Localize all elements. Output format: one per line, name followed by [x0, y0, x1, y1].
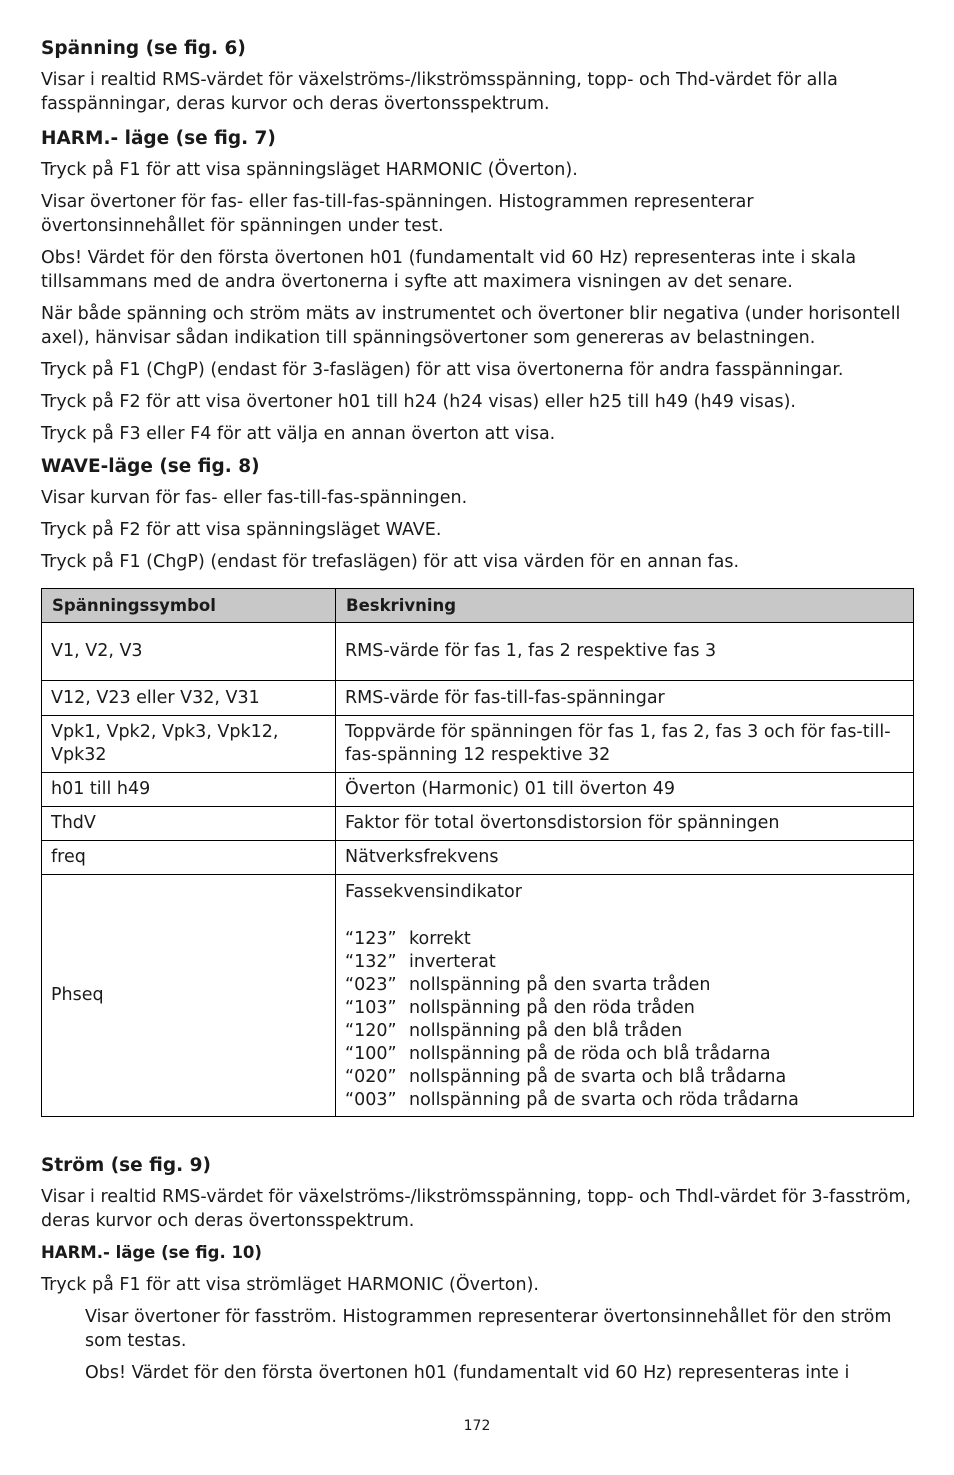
table-cell-symbol: h01 till h49 — [42, 773, 336, 807]
document-page — [41, 36, 916, 1385]
table-cell-description: RMS-värde för fas 1, fas 2 respektive fas 3 — [336, 623, 914, 681]
table-cell-description: Faktor för total övertonsdistorsion för spänningen — [336, 807, 914, 841]
harm-paragraph-1: Tryck på F1 för att visa spänningsläget HARMONIC (Överton). — [41, 160, 578, 180]
table-row — [42, 773, 914, 807]
phseq-code-text: korrekt — [409, 929, 471, 949]
phseq-code-row — [345, 974, 904, 997]
table-row — [42, 716, 914, 773]
table-header-description: Beskrivning — [336, 589, 914, 623]
harm-paragraph-7: Tryck på F3 eller F4 för att välja en annan överton att visa. — [41, 424, 556, 444]
table-row — [42, 841, 914, 875]
section-title-harm: HARM.- läge (se fig. 7) — [41, 128, 276, 149]
phseq-code-row — [345, 928, 904, 951]
phseq-code: “103” — [345, 998, 397, 1018]
harm-paragraph-4: När både spänning och ström mäts av instrumentet och övertoner blir negativa (under horisontell axel), hänvisar sådan indikation till spänningsövertoner som genereras av belastningen. — [41, 304, 901, 348]
table-row — [42, 623, 914, 681]
table-header-row — [42, 589, 914, 623]
phseq-code-text: nollspänning på de röda och blå trådarna — [409, 1044, 771, 1064]
voltage-intro: Visar i realtid RMS-värdet för växelströms-/likströmsspänning, topp- och Thd-värdet för alla fasspänningar, deras kurvor och deras övertonsspektrum. — [41, 70, 838, 114]
phseq-code-row — [345, 1020, 904, 1043]
phseq-heading: Fassekvensindikator — [345, 882, 522, 902]
harm-current-paragraph-1: Tryck på F1 för att visa strömläget HARMONIC (Överton). — [41, 1275, 539, 1295]
voltage-symbol-table — [41, 588, 914, 1117]
table-header-symbol: Spänningssymbol — [42, 589, 336, 623]
phseq-code: “020” — [345, 1067, 397, 1087]
table-cell-description: Överton (Harmonic) 01 till överton 49 — [336, 773, 914, 807]
table-cell-symbol: Vpk1, Vpk2, Vpk3, Vpk12, Vpk32 — [42, 716, 336, 773]
harm-paragraph-6: Tryck på F2 för att visa övertoner h01 till h24 (h24 visas) eller h25 till h49 (h49 visas). — [41, 392, 796, 412]
harm-current-paragraph-3: Obs! Värdet för den första övertonen h01 (fundamentalt vid 60 Hz) representeras inte i — [85, 1363, 850, 1383]
harm-paragraph-2: Visar övertoner för fas- eller fas-till-fas-spänningen. Histogrammen representerar övertonsinnehållet för spänningen under test. — [41, 192, 754, 236]
phseq-code: “123” — [345, 929, 397, 949]
phseq-code: “003” — [345, 1090, 397, 1110]
current-intro: Visar i realtid RMS-värdet för växelströms-/likströmsspänning, topp- och Thdl-värdet för 3-fasström, deras kurvor och deras övertonsspektrum. — [41, 1187, 912, 1231]
phseq-code-text: nollspänning på den blå tråden — [409, 1021, 683, 1041]
phseq-code-row — [345, 951, 904, 974]
phseq-code: “120” — [345, 1021, 397, 1041]
table-row — [42, 807, 914, 841]
phseq-code-text: nollspänning på de svarta och röda trådarna — [409, 1090, 799, 1110]
phseq-code: “132” — [345, 952, 397, 972]
phseq-code-text: nollspänning på den röda tråden — [409, 998, 695, 1018]
phseq-code-text: nollspänning på den svarta tråden — [409, 975, 711, 995]
wave-paragraph-2: Tryck på F2 för att visa spänningsläget WAVE. — [41, 520, 442, 540]
phseq-code: “023” — [345, 975, 397, 995]
table-cell-description: RMS-värde för fas-till-fas-spänningar — [336, 681, 914, 716]
table-cell-description: Nätverksfrekvens — [336, 841, 914, 875]
table-cell-symbol: ThdV — [42, 807, 336, 841]
table-cell-symbol: Phseq — [42, 875, 336, 1117]
section-title-current: Ström (se fig. 9) — [41, 1155, 211, 1176]
wave-paragraph-3: Tryck på F1 (ChgP) (endast för trefaslägen) för att visa värden för en annan fas. — [41, 552, 740, 572]
section-title-harm-current: HARM.- läge (se fig. 10) — [41, 1243, 262, 1262]
phseq-code-row — [345, 1089, 904, 1112]
table-cell-symbol: freq — [42, 841, 336, 875]
phseq-code-text: nollspänning på de svarta och blå trådarna — [409, 1067, 787, 1087]
section-title-voltage: Spänning (se fig. 6) — [41, 38, 246, 59]
phseq-code-text: inverterat — [409, 952, 496, 972]
harm-paragraph-5: Tryck på F1 (ChgP) (endast för 3-faslägen) för att visa övertonerna för andra fasspänningar. — [41, 360, 844, 380]
table-cell-symbol: V1, V2, V3 — [42, 623, 336, 681]
phseq-code-row — [345, 1066, 904, 1089]
table-row-phseq — [42, 875, 914, 1117]
table-cell-symbol: V12, V23 eller V32, V31 — [42, 681, 336, 716]
section-title-wave: WAVE-läge (se fig. 8) — [41, 456, 260, 477]
phseq-code-row — [345, 1043, 904, 1066]
harm-current-paragraph-2: Visar övertoner för fasström. Histogrammen representerar övertonsinnehållet för den ström som testas. — [85, 1307, 892, 1351]
phseq-code-row — [345, 997, 904, 1020]
table-cell-description: Toppvärde för spänningen för fas 1, fas 2, fas 3 och för fas-till-fas-spänning 12 respektive 32 — [336, 716, 914, 773]
table-cell-description — [336, 875, 914, 1117]
page-number: 172 — [463, 1418, 491, 1434]
phseq-code: “100” — [345, 1044, 397, 1064]
harm-paragraph-3: Obs! Värdet för den första övertonen h01 (fundamentalt vid 60 Hz) representeras inte i skala tillsammans med de andra övertonerna i syfte att maximera visningen av det senare. — [41, 248, 857, 292]
wave-paragraph-1: Visar kurvan för fas- eller fas-till-fas-spänningen. — [41, 488, 468, 508]
table-row — [42, 681, 914, 716]
